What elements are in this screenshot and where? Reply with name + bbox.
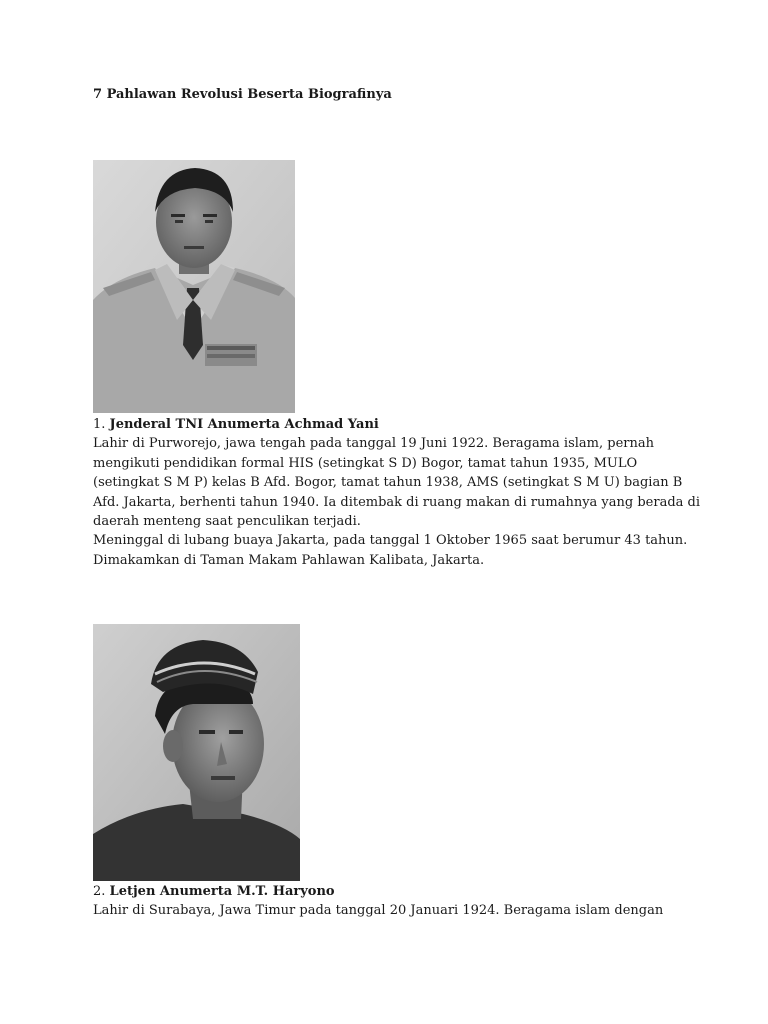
portrait-photo-mt-haryono xyxy=(93,624,300,881)
entry-number: 2. xyxy=(93,884,106,899)
entry-text-line: daerah menteng saat penculikan terjadi. xyxy=(93,514,361,530)
entry-number: 1. xyxy=(93,417,106,432)
entry-heading xyxy=(93,882,693,901)
entry-text-line: Meninggal di lubang buaya Jakarta, pada tanggal 1 Oktober 1965 saat berumur 43 tahun. xyxy=(93,533,688,549)
portrait-photo-achmad-yani xyxy=(93,160,295,413)
biography-entry-2 xyxy=(93,882,693,921)
entry-text-line: Lahir di Purworejo, jawa tengah pada tanggal 19 Juni 1922. Beragama islam, pernah xyxy=(93,436,654,452)
entry-name: Letjen Anumerta M.T. Haryono xyxy=(109,884,335,899)
biography-entry-1 xyxy=(93,415,701,570)
entry-heading xyxy=(93,415,693,434)
document-title: 7 Pahlawan Revolusi Beserta Biografinya xyxy=(93,87,392,102)
entry-text-line: Lahir di Surabaya, Jawa Timur pada tanggal 20 Januari 1924. Beragama islam dengan xyxy=(93,903,664,919)
entry-name: Jenderal TNI Anumerta Achmad Yani xyxy=(109,417,379,432)
entry-text-line: (setingkat S M P) kelas B Afd. Bogor, tamat tahun 1938, AMS (setingkat S M U) bagian B xyxy=(93,475,683,491)
entry-text-line: mengikuti pendidikan formal HIS (setingkat S D) Bogor, tamat tahun 1935, MULO xyxy=(93,455,638,471)
entry-text-line: Afd. Jakarta, berhenti tahun 1940. Ia ditembak di ruang makan di rumahnya yang berada di xyxy=(93,494,701,510)
entry-text-line: Dimakamkan di Taman Makam Pahlawan Kalibata, Jakarta. xyxy=(93,552,485,568)
